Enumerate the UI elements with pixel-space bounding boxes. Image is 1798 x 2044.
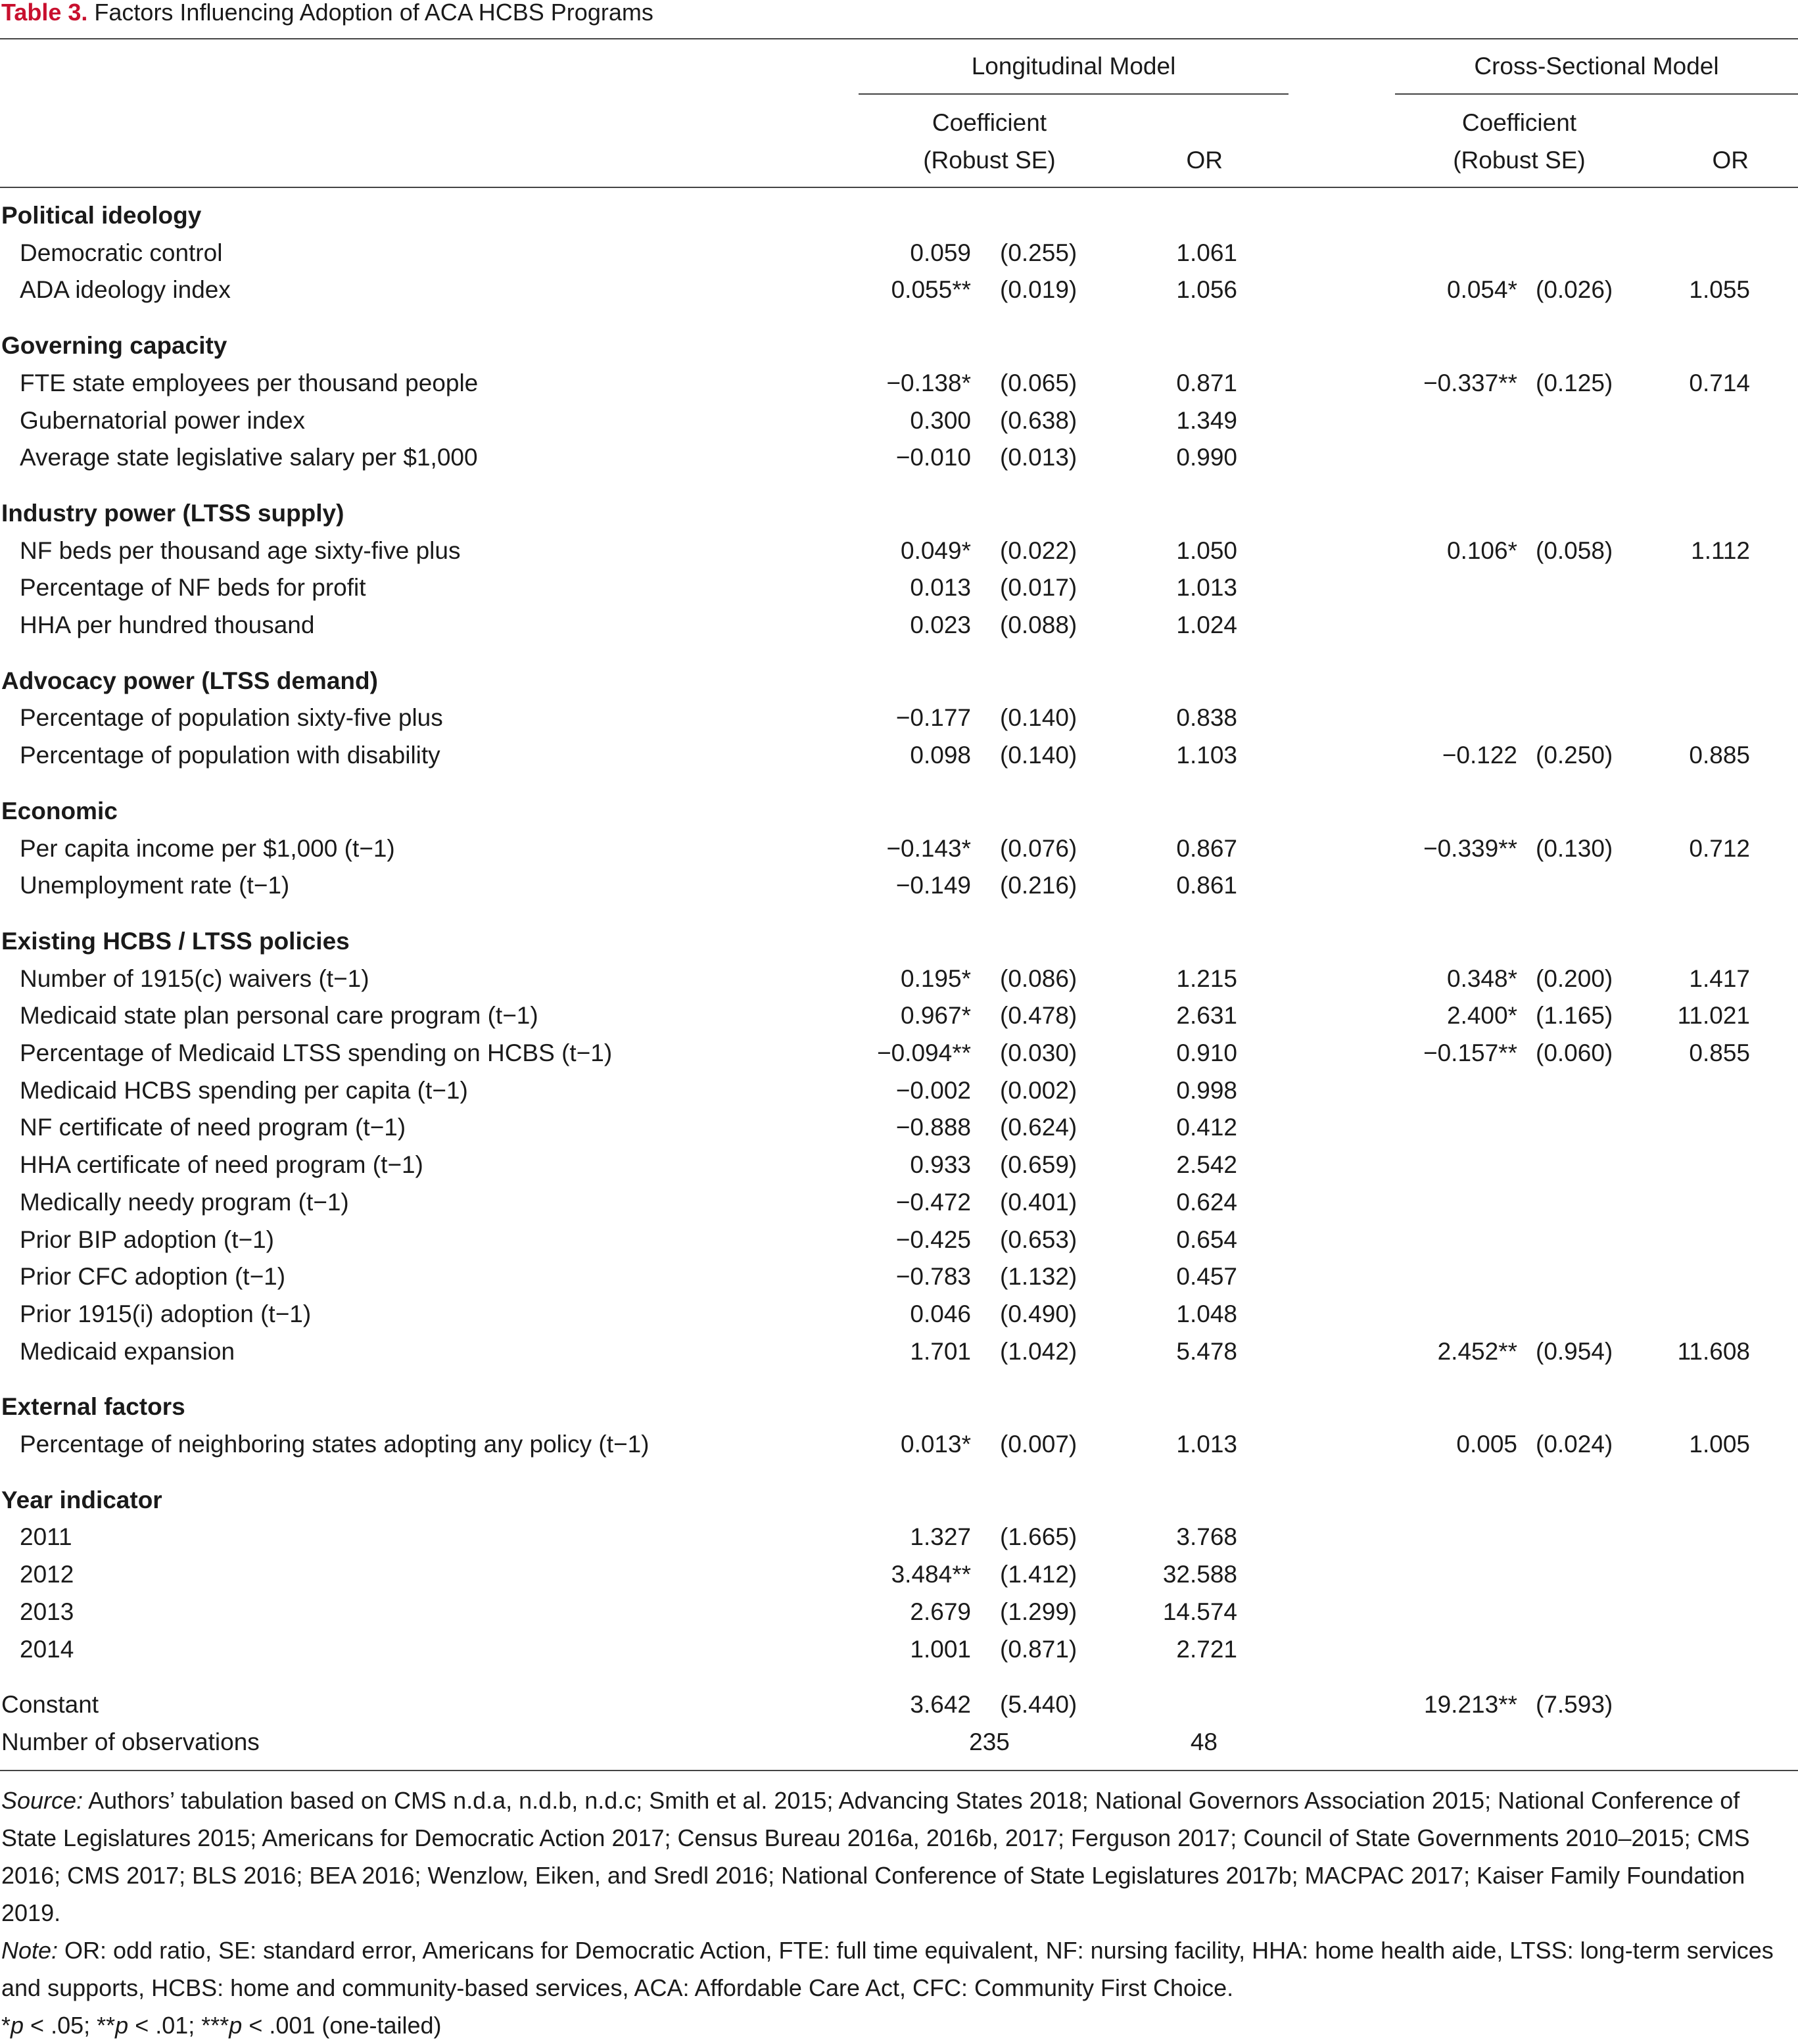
l-robust-se: (0.653) (1000, 1225, 1077, 1253)
c-odds-ratio (1644, 1556, 1750, 1593)
note-label: Note: (1, 1937, 59, 1964)
c-coefficient: −0.157** (1423, 1039, 1517, 1066)
l-coefficient: −0.002 (895, 1076, 971, 1104)
constant-label: Constant (1, 1691, 99, 1719)
c-robust-se (1536, 1109, 1628, 1146)
c-coefficient (1387, 439, 1517, 476)
c-coefficient (1387, 235, 1517, 272)
l-odds-ratio: 1.013 (1176, 1431, 1237, 1458)
c-coefficient: −0.339** (1423, 834, 1517, 862)
l-robust-se: (0.659) (1000, 1151, 1077, 1179)
l-coefficient: 1.327 (910, 1523, 971, 1551)
c-odds-ratio (1644, 1109, 1750, 1146)
l-odds-ratio: 5.478 (1176, 1337, 1237, 1365)
header-rule (0, 187, 1798, 188)
l-odds-ratio: 0.990 (1176, 444, 1237, 471)
c-odds-ratio: 11.608 (1677, 1337, 1750, 1365)
row-label: Unemployment rate (t−1) (20, 872, 290, 899)
row-label: Prior 1915(i) adoption (t−1) (20, 1300, 312, 1327)
c-odds-ratio: 11.021 (1677, 1002, 1750, 1030)
row-label: Percentage of Medicaid LTSS spending on HCBS (t−1) (20, 1039, 613, 1066)
c-robust-se (1536, 867, 1628, 904)
c-robust-se (1536, 700, 1628, 736)
c-robust-se (1536, 1631, 1628, 1668)
l-robust-se: (0.140) (1000, 704, 1077, 732)
l-odds-ratio: 2.542 (1176, 1151, 1237, 1179)
c-coefficient: 0.005 (1456, 1431, 1517, 1458)
longitudinal-underline (859, 93, 1289, 95)
significance-note (1, 2007, 1776, 2044)
c-coefficient (1387, 1072, 1517, 1109)
l-robust-se: (1.042) (1000, 1337, 1077, 1365)
source-text: Authors’ tabulation based on CMS n.d.a, n.d.b, n.d.c; Smith et al. 2015; Advancing States 2018; National Governors Association 2015; National Conference of State Legislatures 2015; Americans for Democratic Action 2017; Census Bureau 2016a, 2016b, 2017; Ferguson 2017; Council of State Governments 2010–2015; CMS 2016; CMS 2017; BLS 2016; BEA 2016; Wenzlow, Eiken, and Sredl 2016; National Conference of State Legislatures 2017b; MACPAC 2017; Kaiser Family Foundation 2019. (1, 1787, 1750, 1926)
l-coefficient: −0.138* (886, 369, 971, 396)
section-heading: Existing HCBS / LTSS policies (1, 927, 350, 955)
row-label: Percentage of population with disability (20, 742, 440, 769)
l-odds-ratio: 2.721 (1176, 1635, 1237, 1663)
c-robust-se (1536, 607, 1628, 644)
row-label: FTE state employees per thousand people (20, 369, 479, 396)
l-coefficient: 0.195* (901, 964, 971, 992)
l-robust-se: (1.665) (1000, 1523, 1077, 1551)
c-coefficient (1387, 569, 1517, 606)
c-coefficient: 2.400* (1447, 1002, 1517, 1030)
l-coefficient: 3.484** (891, 1561, 971, 1588)
c-odds-ratio (1644, 1072, 1750, 1109)
c-odds-ratio: 1.005 (1689, 1431, 1750, 1458)
l-odds-ratio: 0.871 (1176, 369, 1237, 396)
l-robust-se: (0.007) (1000, 1431, 1077, 1458)
row-label: Gubernatorial power index (20, 406, 305, 434)
c-robust-se (1536, 439, 1628, 476)
l-robust-se: (0.086) (1000, 964, 1077, 992)
c-odds-ratio: 1.112 (1691, 536, 1750, 564)
l-robust-se: (1.412) (1000, 1561, 1077, 1588)
c-coefficient: 0.348* (1447, 964, 1517, 992)
l-robust-se: (0.019) (1000, 276, 1077, 304)
l-coefficient: −0.888 (895, 1114, 971, 1141)
c-coefficient: −0.122 (1442, 742, 1517, 769)
l-robust-se: (0.030) (1000, 1039, 1077, 1066)
l-odds-ratio: 0.867 (1176, 834, 1237, 862)
c-coefficient (1387, 700, 1517, 736)
l-odds-ratio: 0.624 (1176, 1188, 1237, 1216)
sig-part: < .05; ** (24, 2012, 116, 2039)
c-odds-ratio (1644, 402, 1750, 439)
l-odds-ratio: 0.861 (1176, 872, 1237, 899)
l-robust-se: (0.022) (1000, 536, 1077, 564)
c-odds-ratio (1644, 1594, 1750, 1630)
c-odds-ratio (1644, 1222, 1750, 1258)
l-robust-se: (0.871) (1000, 1635, 1077, 1663)
abbrev-note (1, 1932, 1776, 2007)
c-robust-se (1536, 1519, 1628, 1556)
c-odds-ratio: 0.885 (1689, 742, 1750, 769)
l-robust-se: (0.478) (1000, 1002, 1077, 1030)
c-odds-ratio (1644, 867, 1750, 904)
c-odds-ratio (1644, 1631, 1750, 1668)
l-odds-ratio: 0.412 (1176, 1114, 1237, 1141)
l-coefficient: −0.143* (886, 834, 971, 862)
row-label: HHA per hundred thousand (20, 611, 315, 638)
l-robust-se: (1.299) (1000, 1598, 1077, 1625)
l-coefficient: −0.010 (895, 444, 971, 471)
c-robust-se: (0.130) (1536, 834, 1613, 862)
row-label: NF certificate of need program (t−1) (20, 1114, 406, 1141)
c-coefficient: 2.452** (1437, 1337, 1517, 1365)
l-robust-se: (1.132) (1000, 1263, 1077, 1291)
l-coefficient: 0.055** (891, 276, 971, 304)
l-coefficient: −0.177 (895, 704, 971, 732)
l-observations: 235 (969, 1728, 1010, 1755)
c-odds-ratio (1644, 607, 1750, 644)
l-coefficient: 3.642 (910, 1691, 971, 1719)
l-robust-se: (0.065) (1000, 369, 1077, 396)
sig-p: p (115, 2012, 129, 2039)
c-odds-ratio (1644, 1519, 1750, 1556)
c-coefficient (1387, 1109, 1517, 1146)
c-coefficient (1387, 1594, 1517, 1630)
l-coefficient: 0.098 (910, 742, 971, 769)
c-odds-ratio (1644, 1147, 1750, 1183)
section-heading: Industry power (LTSS supply) (1, 499, 344, 527)
sig-part: * (1, 2012, 11, 2039)
header-c-or: OR (1712, 147, 1749, 174)
c-robust-se: (0.024) (1536, 1431, 1613, 1458)
l-odds-ratio: 1.215 (1176, 964, 1237, 992)
header-c-coef-1: Coefficient (1461, 109, 1577, 136)
l-coefficient: −0.472 (895, 1188, 971, 1216)
table-title-text: Factors Influencing Adoption of ACA HCBS Programs (94, 0, 653, 26)
l-robust-se: (0.002) (1000, 1076, 1077, 1104)
l-odds-ratio: 1.013 (1176, 574, 1237, 602)
l-coefficient: −0.094** (877, 1039, 971, 1066)
l-odds-ratio: 0.910 (1176, 1039, 1237, 1066)
observations-label: Number of observations (1, 1728, 260, 1755)
c-robust-se (1536, 235, 1628, 272)
row-label: Average state legislative salary per $1,000 (20, 444, 478, 471)
l-robust-se: (0.076) (1000, 834, 1077, 862)
row-label: Percentage of NF beds for profit (20, 574, 366, 602)
header-longitudinal: Longitudinal Model (971, 53, 1176, 80)
c-robust-se: (1.165) (1536, 1002, 1613, 1030)
sig-p: p (11, 2012, 24, 2039)
row-label: Medicaid HCBS spending per capita (t−1) (20, 1076, 468, 1104)
l-robust-se: (0.638) (1000, 406, 1077, 434)
c-coefficient (1387, 607, 1517, 644)
c-robust-se: (0.060) (1536, 1039, 1613, 1066)
c-coefficient (1387, 402, 1517, 439)
section-heading: Governing capacity (1, 332, 227, 360)
l-odds-ratio: 1.103 (1176, 742, 1237, 769)
c-coefficient (1387, 1296, 1517, 1333)
footnotes (1, 1782, 1776, 2044)
note-text: OR: odd ratio, SE: standard error, Americans for Democratic Action, FTE: full time equivalent, NF: nursing facility, HHA: home health aide, LTSS: long-term services and supports, HCBS: home and community-based services, ACA: Affordable Care Act, CFC: Community First Choice. (1, 1937, 1774, 2001)
header-c-coef-2: (Robust SE) (1453, 147, 1586, 174)
c-coefficient: 0.106* (1447, 536, 1517, 564)
l-coefficient: 2.679 (910, 1598, 971, 1625)
c-coefficient (1387, 1519, 1517, 1556)
c-odds-ratio (1644, 1296, 1750, 1333)
l-coefficient: 0.046 (910, 1300, 971, 1327)
c-coefficient (1387, 1631, 1517, 1668)
l-odds-ratio: 1.050 (1176, 536, 1237, 564)
c-odds-ratio (1644, 700, 1750, 736)
c-robust-se: (0.200) (1536, 964, 1613, 992)
l-odds-ratio: 3.768 (1176, 1523, 1237, 1551)
row-label: Percentage of population sixty-five plus (20, 704, 443, 732)
c-coefficient (1387, 1147, 1517, 1183)
l-odds-ratio: 0.457 (1176, 1263, 1237, 1291)
section-heading: External factors (1, 1393, 185, 1421)
c-robust-se: (0.125) (1536, 369, 1613, 396)
header-l-coef-1: Coefficient (932, 109, 1047, 136)
section-heading: Year indicator (1, 1486, 162, 1513)
row-label: 2012 (20, 1561, 74, 1588)
c-coefficient (1387, 1184, 1517, 1221)
row-label: 2013 (20, 1598, 74, 1625)
row-label: Medicaid expansion (20, 1337, 235, 1365)
c-coefficient (1387, 1222, 1517, 1258)
bottom-rule (0, 1770, 1798, 1771)
row-label: Percentage of neighboring states adopting any policy (t−1) (20, 1431, 650, 1458)
l-odds-ratio: 2.631 (1176, 1002, 1237, 1030)
table-label: Table 3. (1, 0, 88, 26)
sig-part: < .01; *** (128, 2012, 229, 2039)
c-robust-se (1536, 402, 1628, 439)
row-label: NF beds per thousand age sixty-five plus (20, 536, 461, 564)
top-rule (0, 38, 1798, 39)
c-robust-se (1536, 1222, 1628, 1258)
c-coefficient (1387, 867, 1517, 904)
row-label: HHA certificate of need program (t−1) (20, 1151, 423, 1179)
row-label: Democratic control (20, 239, 223, 266)
row-label: 2011 (20, 1523, 72, 1551)
c-robust-se: (0.250) (1536, 742, 1613, 769)
c-robust-se: (0.954) (1536, 1337, 1613, 1365)
l-coefficient: 1.001 (910, 1635, 971, 1663)
sig-p: p (229, 2012, 243, 2039)
cross-sectional-underline (1395, 93, 1798, 95)
l-robust-se: (0.140) (1000, 742, 1077, 769)
l-odds-ratio: 32.588 (1162, 1561, 1237, 1588)
l-robust-se: (0.624) (1000, 1114, 1077, 1141)
l-coefficient: 0.023 (910, 611, 971, 638)
c-robust-se (1536, 1594, 1628, 1630)
c-odds-ratio: 0.712 (1689, 834, 1750, 862)
l-coefficient: 0.300 (910, 406, 971, 434)
c-coefficient (1387, 1258, 1517, 1295)
l-odds-ratio: 1.048 (1176, 1300, 1237, 1327)
l-robust-se: (0.401) (1000, 1188, 1077, 1216)
row-label: Medicaid state plan personal care program (t−1) (20, 1002, 538, 1030)
l-coefficient: −0.783 (895, 1263, 971, 1291)
c-robust-se (1536, 1072, 1628, 1109)
c-odds-ratio: 0.855 (1689, 1039, 1750, 1066)
l-coefficient: −0.425 (895, 1225, 971, 1253)
c-odds-ratio (1644, 235, 1750, 272)
l-coefficient: 1.701 (910, 1337, 971, 1365)
l-coefficient: 0.967* (901, 1002, 971, 1030)
row-label: Prior BIP adoption (t−1) (20, 1225, 275, 1253)
c-robust-se (1536, 1147, 1628, 1183)
source-note (1, 1782, 1776, 1932)
l-coefficient: 0.059 (910, 239, 971, 266)
c-odds-ratio (1644, 569, 1750, 606)
source-label: Source: (1, 1787, 83, 1814)
l-odds-ratio: 0.998 (1176, 1076, 1237, 1104)
row-label: ADA ideology index (20, 276, 231, 304)
row-label: 2014 (20, 1635, 74, 1663)
c-odds-ratio (1644, 1184, 1750, 1221)
c-coefficient: 19.213** (1424, 1691, 1517, 1719)
header-l-coef-2: (Robust SE) (923, 147, 1056, 174)
header-l-or: OR (1186, 147, 1223, 174)
c-odds-ratio: 0.714 (1689, 369, 1750, 396)
row-label: Medically needy program (t−1) (20, 1188, 349, 1216)
l-odds-ratio: 1.349 (1176, 406, 1237, 434)
row-label: Number of 1915(c) waivers (t−1) (20, 964, 369, 992)
c-robust-se (1536, 569, 1628, 606)
l-coefficient: 0.933 (910, 1151, 971, 1179)
c-coefficient (1387, 1556, 1517, 1593)
c-odds-ratio: 1.055 (1689, 276, 1750, 304)
c-robust-se: (0.058) (1536, 536, 1613, 564)
c-robust-se (1536, 1184, 1628, 1221)
sig-part: < .001 (one-tailed) (242, 2012, 442, 2039)
l-coefficient: 0.013 (910, 574, 971, 602)
l-robust-se: (0.088) (1000, 611, 1077, 638)
l-odds-ratio: 0.654 (1176, 1225, 1237, 1253)
l-robust-se: (0.017) (1000, 574, 1077, 602)
l-robust-se: (0.216) (1000, 872, 1077, 899)
c-coefficient: −0.337** (1423, 369, 1517, 396)
l-odds-ratio: 1.056 (1176, 276, 1237, 304)
l-odds-ratio: 14.574 (1162, 1598, 1237, 1625)
l-odds-ratio: 0.838 (1176, 704, 1237, 732)
l-coefficient: 0.013* (901, 1431, 971, 1458)
c-robust-se: (7.593) (1536, 1691, 1613, 1719)
l-robust-se: (0.490) (1000, 1300, 1077, 1327)
c-observations: 48 (1190, 1728, 1218, 1755)
section-heading: Advocacy power (LTSS demand) (1, 667, 378, 694)
row-label: Prior CFC adoption (t−1) (20, 1263, 286, 1291)
l-robust-se: (5.440) (1000, 1691, 1077, 1719)
c-robust-se (1536, 1258, 1628, 1295)
c-odds-ratio (1644, 439, 1750, 476)
section-heading: Economic (1, 797, 118, 824)
c-robust-se (1536, 1556, 1628, 1593)
c-coefficient: 0.054* (1447, 276, 1517, 304)
section-heading: Political ideology (1, 202, 202, 229)
l-coefficient: −0.149 (895, 872, 971, 899)
l-coefficient: 0.049* (901, 536, 971, 564)
c-robust-se: (0.026) (1536, 276, 1613, 304)
c-odds-ratio (1644, 1258, 1750, 1295)
l-odds-ratio: 1.061 (1176, 239, 1237, 266)
header-cross-sectional: Cross-Sectional Model (1474, 53, 1719, 80)
row-label: Per capita income per $1,000 (t−1) (20, 834, 395, 862)
table-title (1, 0, 653, 26)
l-odds-ratio: 1.024 (1176, 611, 1237, 638)
l-robust-se: (0.255) (1000, 239, 1077, 266)
c-odds-ratio: 1.417 (1689, 964, 1750, 992)
c-robust-se (1536, 1296, 1628, 1333)
l-robust-se: (0.013) (1000, 444, 1077, 471)
